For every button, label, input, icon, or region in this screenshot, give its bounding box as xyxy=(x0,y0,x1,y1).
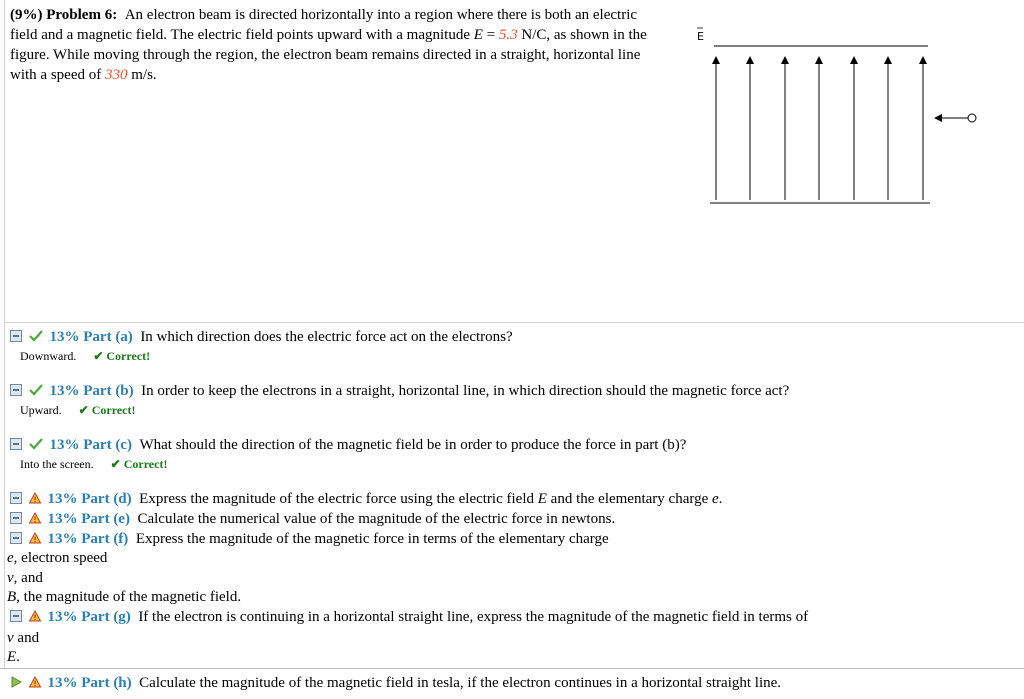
part-g[interactable] xyxy=(10,607,808,627)
part-question: If the electron is continuing in a horizontal straight line, express the magnitude of the magnetic field in terms of xyxy=(138,609,809,625)
part-a-answer xyxy=(20,348,150,364)
section-divider xyxy=(5,322,1024,323)
part-a[interactable] xyxy=(10,327,513,347)
part-c-answer xyxy=(20,456,167,472)
check-icon xyxy=(29,438,43,450)
part-b[interactable] xyxy=(10,381,789,401)
part-f-line-2: v, and xyxy=(7,570,43,586)
part-label: Part (d) xyxy=(81,491,132,507)
part-pct: 13% xyxy=(47,531,78,547)
part-c[interactable] xyxy=(10,435,686,455)
part-e[interactable] xyxy=(10,509,615,529)
warning-icon xyxy=(29,492,41,504)
part-label: Part (h) xyxy=(81,675,132,691)
part-question: What should the direction of the magnetic field be in order to produce the force in part (b)? xyxy=(139,437,687,453)
field-label: E xyxy=(697,30,704,43)
part-d[interactable]: 13% Part (d) Express the magnitude of the electric force using the electric field E and the elementary charge e. xyxy=(10,489,722,509)
collapse-icon[interactable] xyxy=(10,384,22,396)
answer-text: Upward. xyxy=(20,403,62,417)
part-pct: 13% xyxy=(47,491,78,507)
part-label: Part (e) xyxy=(81,511,130,527)
warning-icon xyxy=(29,512,41,524)
part-pct: 13% xyxy=(49,383,80,399)
collapse-icon[interactable] xyxy=(10,330,22,342)
expand-icon[interactable] xyxy=(10,610,22,622)
correct-status: ✔ Correct! xyxy=(93,349,151,363)
part-label: Part (c) xyxy=(83,437,132,453)
part-pct: 13% xyxy=(49,329,80,345)
problem-text-c: m/s. xyxy=(131,67,157,83)
play-icon[interactable] xyxy=(10,676,22,688)
correct-status: ✔ Correct! xyxy=(110,457,168,471)
part-f[interactable] xyxy=(10,529,609,549)
speed-value: 330 xyxy=(104,67,128,83)
part-f-line-3: B, the magnitude of the magnetic field. xyxy=(7,589,242,605)
symbol-charge: e xyxy=(711,491,719,507)
part-question: Express the magnitude of the magnetic force in terms of the elementary charge xyxy=(135,531,609,547)
equals-sign: = xyxy=(482,27,499,43)
part-h[interactable] xyxy=(10,673,781,693)
warning-icon xyxy=(29,532,41,544)
left-border xyxy=(4,0,5,698)
part-question: Express the magnitude of the electric force using the electric field xyxy=(139,491,534,507)
field-figure xyxy=(690,20,990,230)
part-question: In which direction does the electric force act on the electrons? xyxy=(140,329,513,345)
part-label: Part (b) xyxy=(83,383,134,399)
electron-icon xyxy=(968,114,976,122)
part-label: Part (g) xyxy=(81,609,131,625)
part-f-line-1: e, electron speed xyxy=(7,550,108,566)
electron-beam xyxy=(938,114,976,122)
problem-statement xyxy=(10,5,660,85)
expand-icon[interactable] xyxy=(10,532,22,544)
part-question: Calculate the numerical value of the magnitude of the electric force in newtons. xyxy=(137,511,616,527)
part-pct: 13% xyxy=(47,609,78,625)
part-question-cont: and the elementary charge xyxy=(550,491,709,507)
field-value: 5.3 xyxy=(498,27,518,43)
answer-text: Downward. xyxy=(20,349,77,363)
collapse-icon[interactable] xyxy=(10,438,22,450)
part-g-line-2: E. xyxy=(7,649,20,665)
problem-text-b: N/C, as shown in the figure. While moving through the region, the electron beam remains directed in a straight, horizontal line with a speed of xyxy=(10,27,647,83)
problem-label: Problem 6: xyxy=(46,7,118,23)
symbol-e-field: E xyxy=(537,491,547,507)
problem-text-a: An electron beam is directed horizontally into a region where there is both an electric field and a magnetic field. The electric field points upward with a magnitude xyxy=(10,7,638,43)
field-arrows xyxy=(716,60,923,200)
answer-text: Into the screen. xyxy=(20,457,94,471)
part-label: Part (f) xyxy=(81,531,129,547)
warning-icon xyxy=(29,610,41,622)
expand-icon[interactable] xyxy=(10,512,22,524)
part-g-line-1: v and xyxy=(7,630,40,646)
part-label: Part (a) xyxy=(83,329,133,345)
part-question: In order to keep the electrons in a straight, horizontal line, in which direction should the magnetic force act? xyxy=(141,383,790,399)
field-symbol: E xyxy=(473,27,483,43)
check-icon xyxy=(29,330,43,342)
warning-icon xyxy=(29,676,41,688)
check-icon xyxy=(29,384,43,396)
part-pct: 13% xyxy=(47,511,78,527)
part-pct: 13% xyxy=(47,675,78,691)
part-pct: 13% xyxy=(49,437,80,453)
part-b-answer xyxy=(20,402,135,418)
expand-icon[interactable] xyxy=(10,492,22,504)
problem-weight: (9%) xyxy=(10,7,43,23)
correct-status: ✔ Correct! xyxy=(78,403,136,417)
part-question: Calculate the magnitude of the magnetic field in tesla, if the electron continues in a horizontal straight line. xyxy=(139,675,782,691)
